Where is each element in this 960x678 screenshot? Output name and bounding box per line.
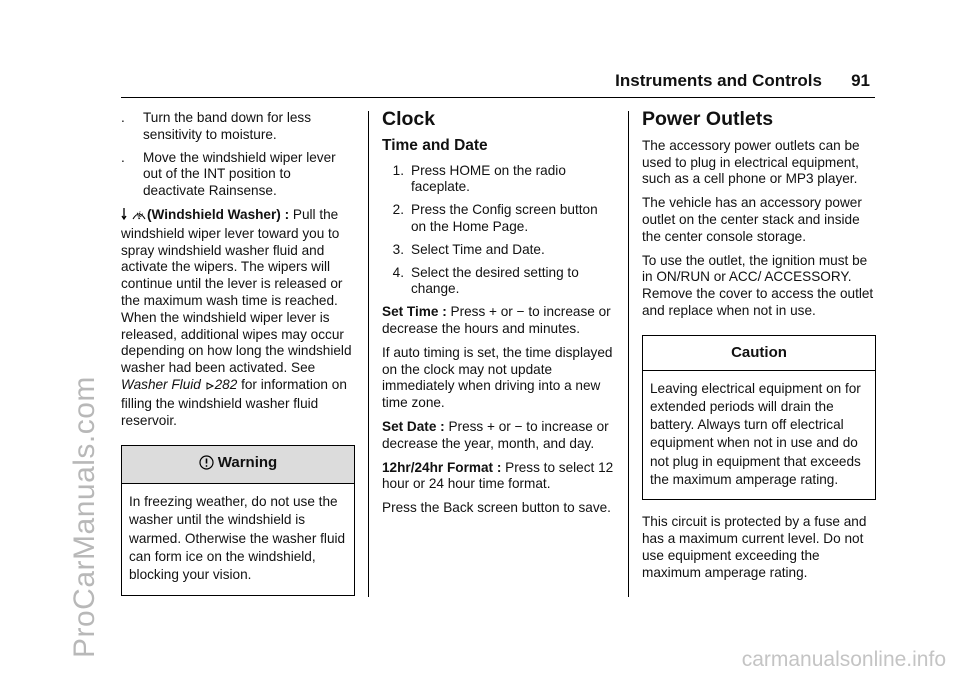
watermark-left: ProCarManuals.com	[68, 376, 101, 658]
bullet-marker: .	[121, 149, 125, 165]
list-item	[382, 242, 616, 259]
bullet-marker: .	[121, 110, 125, 125]
list-item	[121, 110, 355, 144]
page-number: 91	[851, 71, 870, 90]
format-paragraph	[382, 460, 616, 494]
set-date-text: Press + or − to increase or decrease the year, month, and day.	[382, 418, 609, 451]
warning-header	[122, 446, 354, 484]
right-column	[642, 108, 876, 589]
set-time-text: Press + or − to increase or decrease the hours and minutes.	[382, 304, 611, 336]
list-item	[121, 150, 355, 200]
bullet-text: Turn the band down for less sensitivity to moisture.	[143, 110, 312, 142]
step-text: Select the desired setting to change.	[411, 264, 579, 297]
washer-lever-arrow-icon	[121, 207, 131, 226]
caution-body: Leaving electrical equipment on for extended periods will drain the battery. Always turn off electrical equipment when not in use and do not plug in equipment that exceeds the maximum amperage rating.	[650, 380, 861, 488]
step-number: 3.	[392, 241, 404, 257]
windshield-washer-icon	[131, 206, 147, 226]
clock-heading: Clock	[382, 108, 436, 130]
caution-box	[642, 335, 876, 501]
step-text: Press the Config screen button on the Home Page.	[411, 202, 598, 234]
format-term: 12hr/24hr Format :	[382, 459, 502, 475]
outlets-paragraph-3: To use the outlet, the ignition must be in ON/RUN or ACC/ ACCESSORY. Remove the cover to access the outlet and replace when not in use.	[642, 252, 874, 318]
warning-body: In freezing weather, do not use the washer until the windshield is warmed. Otherwise the washer fluid can form ice on the windshield, blocking your vision.	[129, 494, 346, 583]
step-number: 4.	[392, 264, 404, 280]
header-rule	[121, 97, 875, 98]
list-item	[382, 202, 616, 236]
warning-box	[121, 445, 355, 595]
washer-text: Pull the windshield wiper lever toward you to spray windshield washer fluid and activate the wipers. The wipers will continue until the lever is released or the maximum wash time is reached. When the windshield wiper lever is released, additional wipes may occur depending on how long the windshield washer had been activated. See	[121, 206, 352, 376]
back-paragraph: Press the Back screen button to save.	[382, 500, 611, 516]
washer-fluid-link[interactable]: Washer Fluid	[121, 376, 201, 392]
middle-column	[382, 108, 616, 524]
set-time-paragraph	[382, 304, 616, 338]
watermark-bottom: carmanualsonline.info	[741, 648, 946, 671]
list-item	[382, 265, 616, 299]
washer-fluid-page-link[interactable]: 282	[214, 376, 238, 392]
left-column	[121, 110, 355, 596]
outlets-paragraph-2: The vehicle has an accessory power outlet on the center stack and inside the center console storage.	[642, 195, 862, 244]
step-text: Select Time and Date.	[411, 241, 545, 257]
list-item	[382, 163, 616, 197]
column-divider-right	[628, 111, 629, 597]
auto-timing-paragraph: If auto timing is set, the time displayed on the clock may not update immediately when driving into a new time zone.	[382, 344, 613, 411]
washer-paragraph	[121, 206, 355, 429]
step-number: 1.	[392, 162, 404, 178]
washer-term: (Windshield Washer) :	[147, 206, 290, 222]
set-date-term: Set Date :	[382, 418, 445, 434]
outlets-paragraph-1: The accessory power outlets can be used to plug in electrical equipment, such as a cell phone or MP3 player.	[642, 137, 860, 187]
format-text: Press to select 12 hour or 24 hour time format.	[382, 459, 614, 492]
step-number: 2.	[392, 202, 404, 218]
column-divider-left	[368, 111, 369, 597]
set-time-term: Set Time :	[382, 304, 447, 320]
step-text: Press HOME on the radio faceplate.	[411, 162, 566, 195]
set-date-paragraph	[382, 419, 616, 453]
outlets-paragraph-4: This circuit is protected by a fuse and has a maximum current level. Do not use equipment exceeding the maximum amperage rating.	[642, 514, 867, 580]
page-reference-icon	[205, 379, 215, 396]
bullet-text: Move the windshield wiper lever out of the INT position to deactivate Rainsense.	[143, 149, 336, 199]
caution-header: Caution	[643, 336, 875, 371]
power-outlets-heading: Power Outlets	[642, 108, 774, 130]
washer-tail: for information on filling the windshield washer fluid reservoir.	[121, 376, 347, 428]
time-date-subheading: Time and Date	[382, 136, 488, 154]
section-title: Instruments and Controls	[615, 71, 822, 90]
warning-title: Warning	[217, 454, 278, 472]
warning-icon	[199, 455, 214, 475]
